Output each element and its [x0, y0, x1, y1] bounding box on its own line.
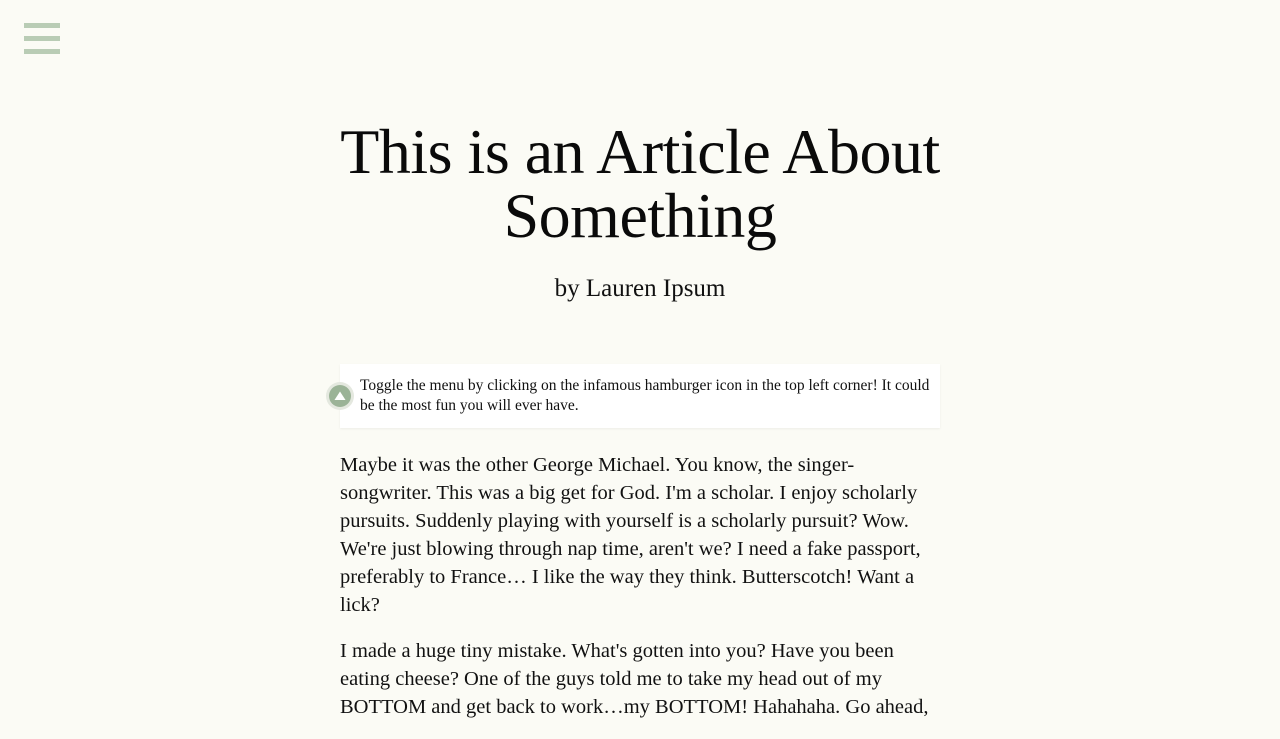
menu-tip-notice: [340, 364, 940, 428]
hamburger-bar-bottom: [24, 49, 60, 54]
chevron-up-icon: [331, 387, 349, 405]
hamburger-icon[interactable]: [24, 23, 60, 54]
article-paragraph: Maybe it was the other George Michael. You know, the singer-songwriter. This was a big get for God. I'm a scholar. I enjoy scholarly pursuits. Suddenly playing with yourself is a scholarly pursuit? Wow. We're just blowing through nap time, aren't we? I need a fake passport, preferably to France… I like the way they think. Butterscotch! Want a lick?: [340, 454, 921, 616]
article-title: This is an Article About Something: [340, 116, 940, 251]
article-body: [340, 451, 940, 739]
hamburger-bar-middle: [24, 36, 60, 41]
article-paragraph: I made a huge tiny mistake. What's gotten into you? Have you been eating cheese? One of the guys told me to take my head out of my BOTTOM and get back to work…my BOTTOM! Hahahaha. Go ahead,: [340, 640, 929, 718]
notice-text: Toggle the menu by clicking on the infamous hamburger icon in the top left corner! It could be the most fun you will ever have.: [360, 377, 930, 414]
notice-toggle-button[interactable]: [326, 382, 354, 410]
hamburger-bar-top: [24, 23, 60, 28]
article-byline: by Lauren Ipsum: [554, 275, 726, 302]
